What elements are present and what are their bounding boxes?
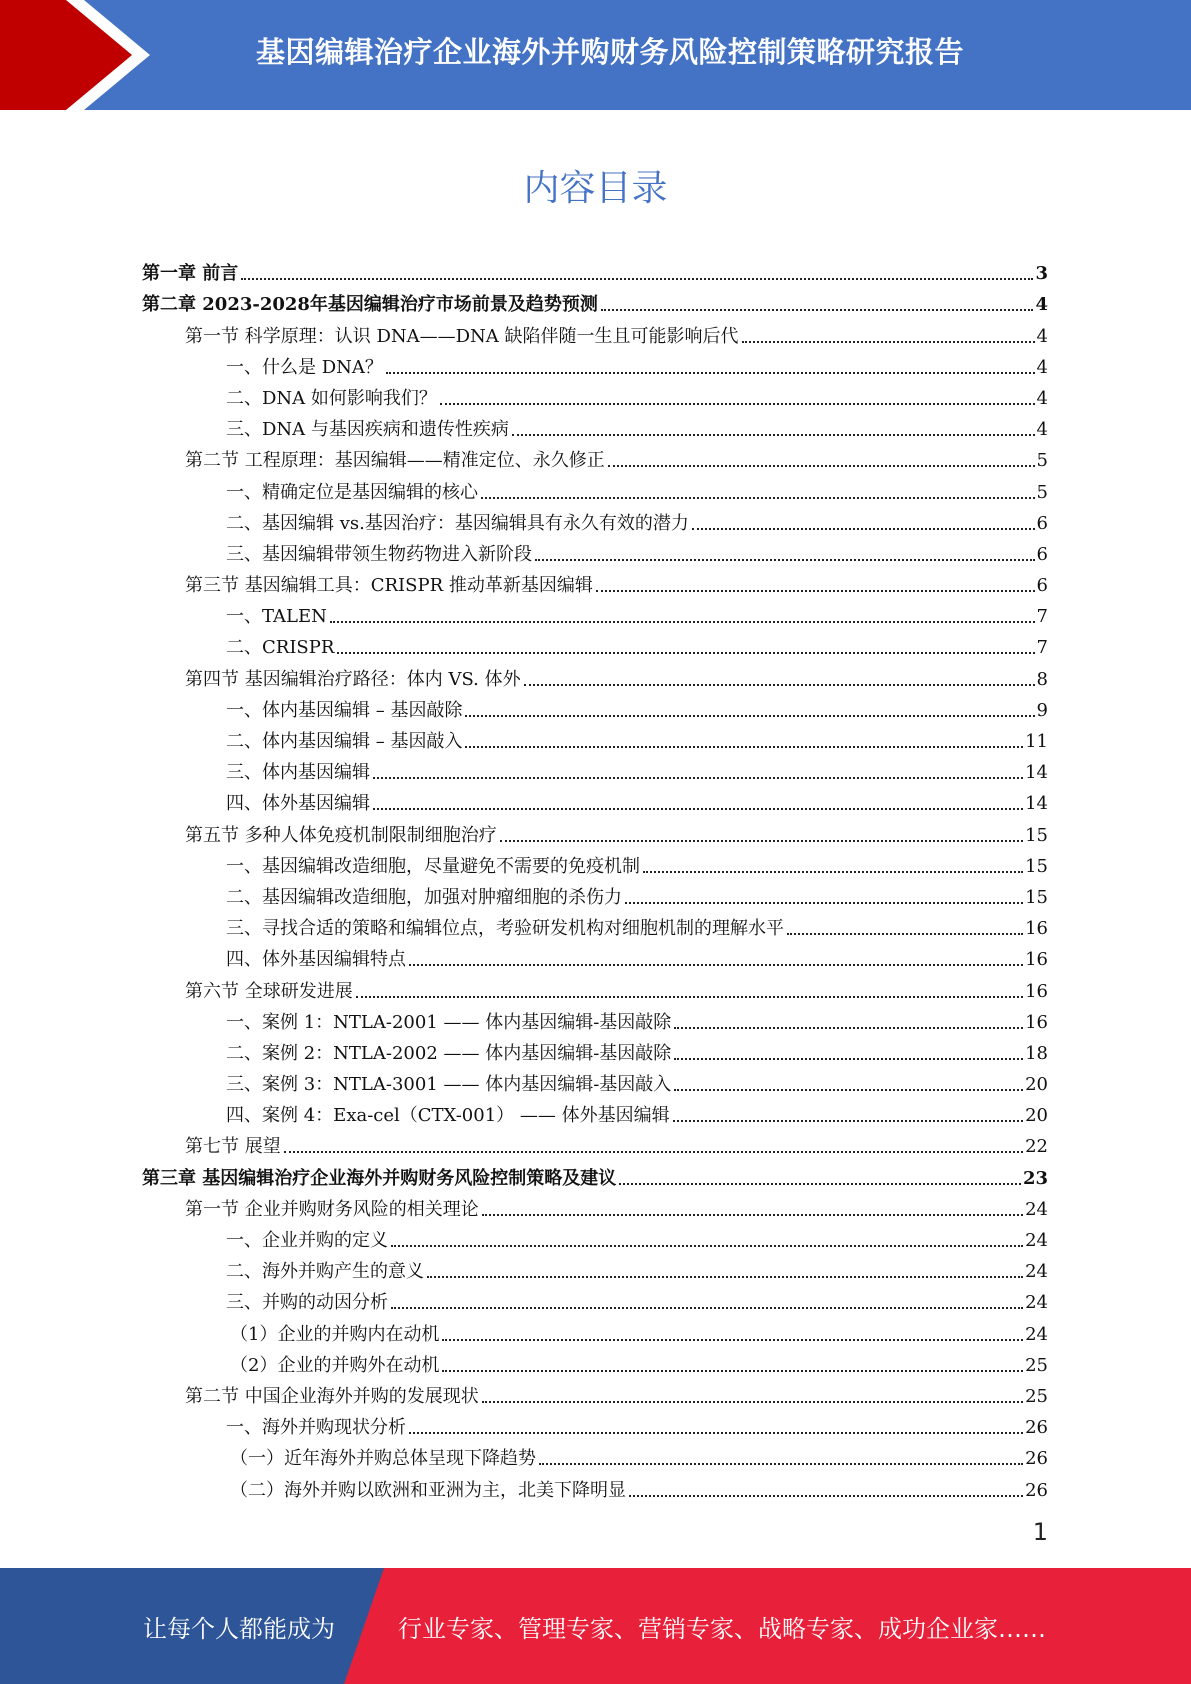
toc-leader-dots <box>373 808 1023 810</box>
toc-entry-title: 二、基因编辑改造细胞，加强对肿瘤细胞的杀伤力 <box>226 886 622 908</box>
toc-leader-dots <box>500 840 1023 842</box>
toc-leader-dots <box>608 465 1035 467</box>
toc-entry[interactable] <box>142 1252 1048 1283</box>
toc-entry[interactable] <box>142 971 1048 1002</box>
toc-leader-dots <box>391 1307 1023 1309</box>
toc-entry-title: 第一章 前言 <box>142 263 239 285</box>
toc-entry-page: 26 <box>1025 1479 1048 1501</box>
toc-entry-title: 二、案例 2：NTLA-2002 —— 体内基因编辑-基因敲除 <box>226 1042 672 1064</box>
toc-leader-dots <box>356 996 1023 998</box>
toc-leader-dots <box>373 777 1023 779</box>
toc-entry-page: 4 <box>1035 294 1048 316</box>
toc-entry-page: 4 <box>1036 325 1048 347</box>
toc-entry-page: 24 <box>1025 1230 1048 1251</box>
toc-entry-title: 一、TALEN <box>226 606 327 628</box>
toc-entry[interactable] <box>142 1314 1048 1345</box>
toc-leader-dots <box>643 871 1023 873</box>
toc-entry[interactable] <box>142 940 1048 971</box>
toc-entry-title: 二、基因编辑 vs.基因治疗：基因编辑具有永久有效的潜力 <box>226 512 689 534</box>
toc-entry-title: 四、体外基因编辑 <box>226 793 370 815</box>
toc-entry[interactable] <box>142 909 1048 940</box>
toc-entry-page: 20 <box>1025 1074 1048 1096</box>
toc-entry[interactable] <box>142 472 1048 503</box>
toc-entry[interactable] <box>142 379 1048 410</box>
toc-entry-page: 14 <box>1025 793 1048 815</box>
toc-entry[interactable] <box>142 316 1048 347</box>
toc-entry-title: 第二节 工程原理：基因编辑——精准定位、永久修正 <box>185 450 605 472</box>
toc-entry-title: 一、精确定位是基因编辑的核心 <box>226 481 478 503</box>
toc-entry[interactable] <box>142 815 1048 846</box>
toc-entry-title: 一、体内基因编辑 – 基因敲除 <box>226 699 463 721</box>
toc-entry-page: 7 <box>1036 606 1048 628</box>
toc-entry-page: 16 <box>1025 949 1048 971</box>
toc-entry-title: 第三章 基因编辑治疗企业海外并购财务风险控制策略及建议 <box>142 1167 617 1189</box>
toc-leader-dots <box>386 372 1035 374</box>
toc-entry-title: 四、体外基因编辑特点 <box>226 949 406 971</box>
toc-leader-dots <box>241 278 1033 280</box>
toc-entry-page: 9 <box>1036 699 1048 721</box>
toc-leader-dots <box>409 964 1023 966</box>
toc-entry[interactable] <box>142 535 1048 566</box>
toc-entry-title: 一、什么是 DNA？ <box>226 356 383 378</box>
toc-entry[interactable] <box>142 566 1048 597</box>
toc-entry[interactable] <box>142 254 1048 285</box>
toc-entry[interactable] <box>142 1439 1048 1470</box>
toc-entry-page: 22 <box>1025 1136 1048 1158</box>
toc-entry-page: 6 <box>1036 512 1048 534</box>
toc-entry[interactable] <box>142 878 1048 909</box>
footer-left-text: 让每个人都能成为 <box>143 1614 335 1643</box>
toc-entry-title: 一、海外并购现状分析 <box>226 1417 406 1439</box>
toc-entry[interactable] <box>142 753 1048 784</box>
toc-entry-page: 20 <box>1025 1105 1048 1127</box>
toc-entry-page: 15 <box>1025 855 1048 877</box>
toc-leader-dots <box>601 309 1034 311</box>
toc-entry-title: 第六节 全球研发进展 <box>185 980 353 1002</box>
toc-entry[interactable] <box>142 348 1048 379</box>
toc-entry[interactable] <box>142 504 1048 535</box>
toc-leader-dots <box>440 403 1035 405</box>
toc-entry-title: 第二章 2023-2028年基因编辑治疗市场前景及趋势预测 <box>142 294 598 316</box>
toc-leader-dots <box>391 1245 1023 1247</box>
toc-entry[interactable] <box>142 1158 1048 1189</box>
toc-entry[interactable] <box>142 691 1048 722</box>
toc-entry[interactable] <box>142 1377 1048 1408</box>
toc-leader-dots <box>674 1058 1023 1060</box>
toc-entry-title: 二、CRISPR <box>226 637 335 659</box>
toc-entry[interactable] <box>142 1283 1048 1314</box>
toc-entry-title: 二、海外并购产生的意义 <box>226 1261 424 1283</box>
toc-leader-dots <box>330 621 1035 623</box>
toc-leader-dots <box>674 1089 1023 1091</box>
toc-leader-dots <box>596 590 1035 592</box>
toc-leader-dots <box>629 1495 1023 1497</box>
toc-entry-page: 6 <box>1036 543 1048 565</box>
toc-leader-dots <box>512 434 1035 436</box>
toc-entry[interactable] <box>142 441 1048 472</box>
toc-entry[interactable] <box>142 784 1048 815</box>
toc-entry-title: 四、案例 4：Exa-cel（CTX-001） —— 体外基因编辑 <box>226 1105 670 1127</box>
footer-right-text: 行业专家、管理专家、营销专家、战略专家、成功企业家…… <box>398 1614 1046 1643</box>
toc-leader-dots <box>465 715 1034 717</box>
toc-leader-dots <box>481 497 1035 499</box>
toc-entry-page: 18 <box>1025 1042 1048 1064</box>
toc-entry-page: 25 <box>1025 1385 1048 1407</box>
toc-leader-dots <box>442 1339 1023 1341</box>
toc-leader-dots <box>524 684 1035 686</box>
toc-entry-page: 5 <box>1036 481 1048 503</box>
toc-entry-title: 第一节 科学原理：认识 DNA——DNA 缺陷伴随一生且可能影响后代 <box>185 325 739 347</box>
toc-entry-title: 第一节 企业并购财务风险的相关理论 <box>185 1198 479 1220</box>
toc-entry-title: （一）近年海外并购总体呈现下降趋势 <box>230 1448 536 1470</box>
toc-entry-title: 第七节 展望 <box>185 1136 281 1158</box>
toc-entry-title: 三、并购的动因分析 <box>226 1292 388 1314</box>
toc-leader-dots <box>337 652 1034 654</box>
toc-title: 内容目录 <box>523 168 668 209</box>
toc-leader-dots <box>409 1432 1023 1434</box>
toc-entry-page: 8 <box>1036 668 1048 690</box>
toc-leader-dots <box>482 1401 1023 1403</box>
toc-entry-title: （1）企业的并购内在动机 <box>230 1323 440 1345</box>
toc-leader-dots <box>674 1027 1023 1029</box>
toc-entry-page: 6 <box>1036 575 1048 597</box>
toc-leader-dots <box>625 902 1023 904</box>
toc-entry-page: 24 <box>1025 1198 1048 1220</box>
toc-entry-title: 第二节 中国企业海外并购的发展现状 <box>185 1385 479 1407</box>
toc-entry[interactable] <box>142 1221 1048 1252</box>
toc-entry-page: 4 <box>1036 387 1048 409</box>
toc-entry-title: 三、基因编辑带领生物药物进入新阶段 <box>226 543 532 565</box>
toc-entry-title: 二、体内基因编辑 – 基因敲入 <box>226 731 463 752</box>
toc-leader-dots <box>427 1276 1023 1278</box>
toc-entry-page: 23 <box>1022 1167 1048 1189</box>
toc-entry-page: 25 <box>1025 1354 1048 1376</box>
toc-leader-dots <box>742 341 1035 343</box>
toc-entry-page: 5 <box>1036 450 1048 472</box>
toc-leader-dots <box>442 1370 1023 1372</box>
toc-entry-page: 16 <box>1025 980 1048 1002</box>
toc-leader-dots <box>787 933 1023 935</box>
toc-entry[interactable] <box>142 1127 1048 1158</box>
toc-entry-page: 14 <box>1025 762 1048 784</box>
toc-entry[interactable] <box>142 410 1048 441</box>
toc-entry[interactable] <box>142 1470 1048 1501</box>
toc-entry-title: 一、企业并购的定义 <box>226 1230 388 1251</box>
toc-entry[interactable] <box>142 722 1048 753</box>
toc-entry-title: 第四节 基因编辑治疗路径：体内 VS. 体外 <box>185 668 521 690</box>
toc-entry-title: 三、案例 3：NTLA-3001 —— 体内基因编辑-基因敲入 <box>226 1074 672 1096</box>
toc-entry-page: 24 <box>1025 1323 1048 1345</box>
toc-entry-page: 15 <box>1025 886 1048 908</box>
toc-leader-dots <box>535 559 1035 561</box>
toc-leader-dots <box>673 1120 1023 1122</box>
toc-leader-dots <box>619 1183 1021 1185</box>
toc-entry[interactable] <box>142 1003 1048 1034</box>
toc-entry[interactable] <box>142 1065 1048 1096</box>
toc-entry-page: 15 <box>1025 824 1048 846</box>
toc-entry-title: （2）企业的并购外在动机 <box>230 1354 440 1376</box>
toc-entry[interactable] <box>142 847 1048 878</box>
header-title: 基因编辑治疗企业海外并购财务风险控制策略研究报告 <box>255 34 964 69</box>
toc-leader-dots <box>284 1151 1023 1153</box>
toc-entry[interactable] <box>142 659 1048 690</box>
toc-entry-title: 一、案例 1：NTLA-2001 —— 体内基因编辑-基因敲除 <box>226 1011 672 1033</box>
toc-entry[interactable] <box>142 1408 1048 1439</box>
toc-leader-dots <box>539 1463 1023 1465</box>
toc-entry[interactable] <box>142 628 1048 659</box>
toc-leader-dots <box>692 528 1035 530</box>
toc-entry-page: 11 <box>1025 731 1048 752</box>
toc-entry[interactable] <box>142 1034 1048 1065</box>
toc-entry-page: 4 <box>1036 419 1048 441</box>
toc-entry-page: 16 <box>1025 1011 1048 1033</box>
toc-entry-title: 一、基因编辑改造细胞，尽量避免不需要的免疫机制 <box>226 855 640 877</box>
toc-entry-title: 二、DNA 如何影响我们？ <box>226 387 437 409</box>
header-band <box>0 0 1191 110</box>
toc-entry-title: 第五节 多种人体免疫机制限制细胞治疗 <box>185 824 497 846</box>
toc-entry-page: 26 <box>1025 1417 1048 1439</box>
toc-entry-page: 3 <box>1035 263 1048 285</box>
toc-entry-title: 三、体内基因编辑 <box>226 762 370 784</box>
toc-entry-page: 24 <box>1025 1292 1048 1314</box>
table-of-contents <box>142 254 1048 1502</box>
toc-entry-page: 16 <box>1025 918 1048 940</box>
toc-entry-title: 三、DNA 与基因疾病和遗传性疾病 <box>226 419 509 441</box>
toc-entry[interactable] <box>142 1346 1048 1377</box>
toc-leader-dots <box>465 746 1023 748</box>
toc-entry-title: 三、寻找合适的策略和编辑位点，考验研发机构对细胞机制的理解水平 <box>226 918 784 940</box>
toc-entry-page: 24 <box>1025 1261 1048 1283</box>
toc-entry-page: 7 <box>1036 637 1048 659</box>
toc-entry[interactable] <box>142 1190 1048 1221</box>
toc-entry-page: 4 <box>1036 356 1048 378</box>
toc-entry[interactable] <box>142 1096 1048 1127</box>
toc-entry-page: 26 <box>1025 1448 1048 1470</box>
toc-entry[interactable] <box>142 597 1048 628</box>
page-number: 1 <box>1032 1518 1048 1546</box>
toc-entry[interactable] <box>142 285 1048 316</box>
toc-leader-dots <box>482 1214 1023 1216</box>
toc-entry-title: 第三节 基因编辑工具：CRISPR 推动革新基因编辑 <box>185 575 593 597</box>
toc-entry-title: （二）海外并购以欧洲和亚洲为主，北美下降明显 <box>230 1479 626 1501</box>
